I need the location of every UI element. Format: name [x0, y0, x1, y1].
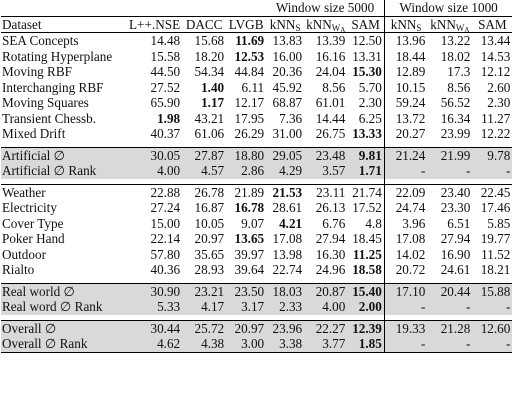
value-cell: 5.33 — [127, 299, 182, 315]
value-cell: 22.45 — [472, 184, 512, 200]
dataset-name: Rialto — [2, 262, 35, 277]
value-cell: 1.85 — [347, 336, 384, 352]
value-cell: 44.84 — [234, 64, 265, 79]
value-cell: 4.38 — [182, 336, 226, 352]
value-cell: 22.88 — [127, 184, 182, 200]
value-cell: 10.15 — [384, 80, 427, 96]
value-cell: 13.22 — [427, 33, 472, 49]
value-cell: - — [427, 299, 472, 315]
value-cell: 54.34 — [194, 64, 225, 79]
table-row — [1, 231, 512, 247]
value-cell: 2.00 — [347, 299, 384, 315]
value-cell: 27.52 — [150, 79, 181, 95]
results-body — [1, 33, 512, 353]
value-cell: 4.21 — [279, 215, 303, 231]
value-cell: 28.61 — [272, 200, 303, 215]
dataset-name: Real world ∅ — [1, 283, 127, 299]
value-cell: 13.72 — [384, 111, 427, 127]
value-cell: 1.17 — [201, 95, 225, 110]
value-cell: 16.90 — [440, 246, 471, 262]
value-cell: 4.17 — [182, 299, 226, 315]
value-cell: 29.05 — [266, 147, 304, 163]
value-cell: 13.65 — [234, 231, 265, 246]
value-cell: 27.94 — [315, 231, 346, 246]
value-cell: 4.8 — [365, 215, 382, 231]
col-header-knns-5000: kNN$_S$ — [266, 16, 304, 33]
dataset-name: Transient Chessb. — [2, 110, 97, 126]
value-cell: 13.96 — [384, 33, 427, 49]
value-cell: 30.90 — [127, 283, 182, 299]
table-row — [1, 80, 512, 96]
value-cell: 57.80 — [150, 246, 181, 262]
value-cell: 21.89 — [226, 184, 266, 200]
value-cell: 9.81 — [347, 147, 384, 163]
table-row — [1, 95, 512, 111]
window-5000-label: Window size 5000 — [275, 0, 375, 15]
value-cell: 12.53 — [234, 48, 265, 64]
value-cell: 6.76 — [322, 215, 346, 231]
value-cell: 12.50 — [347, 33, 384, 49]
value-cell: 15.88 — [472, 283, 512, 299]
value-cell: 27.24 — [150, 200, 181, 215]
value-cell: 6.51 — [447, 215, 471, 231]
value-cell: 12.12 — [480, 64, 511, 79]
dataset-name: Artificial ∅ — [1, 147, 127, 163]
value-cell: 23.40 — [427, 184, 472, 200]
value-cell: 26.29 — [234, 126, 265, 141]
value-cell: 3.17 — [226, 299, 266, 315]
column-header-row — [1, 16, 512, 33]
value-cell: 13.39 — [304, 33, 347, 49]
value-cell: 20.97 — [194, 231, 225, 246]
value-cell: 17.3 — [447, 64, 471, 79]
value-cell: 23.11 — [304, 184, 347, 200]
value-cell: 21.99 — [427, 147, 472, 163]
value-cell: 23.96 — [266, 320, 304, 336]
value-cell: 68.87 — [272, 95, 303, 110]
value-cell: 16.78 — [234, 200, 265, 215]
value-cell: 23.99 — [440, 126, 471, 141]
value-cell: 10.05 — [194, 215, 225, 231]
summary-row — [1, 299, 512, 315]
value-cell: 11.69 — [226, 33, 266, 49]
value-cell: 40.36 — [150, 262, 181, 277]
value-cell: 14.53 — [480, 48, 511, 64]
table-row — [1, 262, 512, 278]
value-cell: 13.44 — [472, 33, 512, 49]
value-cell: 17.52 — [352, 200, 382, 215]
value-cell: 19.77 — [480, 231, 511, 246]
dataset-name: Mixed Drift — [2, 126, 66, 141]
table-row — [1, 126, 512, 142]
value-cell: 24.61 — [440, 262, 471, 277]
value-cell: 44.50 — [150, 64, 181, 79]
value-cell: - — [427, 336, 472, 352]
summary-row — [1, 283, 512, 299]
dataset-name: SEA Concepts — [1, 33, 127, 49]
dataset-name: Artificial ∅ Rank — [1, 163, 127, 179]
value-cell: 5.70 — [358, 79, 382, 95]
value-cell: 3.57 — [304, 163, 347, 179]
value-cell: 14.44 — [315, 110, 346, 126]
value-cell: - — [472, 336, 512, 352]
value-cell: 18.21 — [480, 262, 511, 277]
value-cell: 15.30 — [352, 64, 382, 79]
col-header-lvgb: LVGB — [226, 16, 266, 33]
summary-row — [1, 320, 512, 336]
value-cell: 12.17 — [234, 95, 265, 110]
value-cell: - — [384, 163, 427, 179]
value-cell: 1.40 — [201, 79, 225, 95]
summary-row — [1, 336, 512, 352]
window-size-header-row — [1, 0, 512, 16]
value-cell: 4.00 — [127, 163, 182, 179]
value-cell: 40.37 — [150, 126, 181, 141]
value-cell: 9.07 — [241, 215, 265, 231]
value-cell: 3.00 — [226, 336, 266, 352]
value-cell: 1.71 — [347, 163, 384, 179]
value-cell: 2.86 — [226, 163, 266, 179]
value-cell: - — [472, 299, 512, 315]
dataset-name: Poker Hand — [2, 231, 65, 246]
value-cell: 17.10 — [384, 283, 427, 299]
value-cell: 43.21 — [194, 110, 225, 126]
value-cell: 15.68 — [182, 33, 226, 49]
dataset-name: Outdoor — [2, 246, 46, 262]
value-cell: 13.31 — [352, 48, 382, 64]
value-cell: 24.74 — [384, 200, 427, 216]
value-cell: 16.34 — [440, 110, 471, 126]
value-cell: 16.87 — [194, 200, 225, 215]
dataset-name: Cover Type — [2, 215, 64, 231]
summary-row — [1, 147, 512, 163]
value-cell: 13.98 — [272, 246, 303, 262]
value-cell: 24.96 — [315, 262, 346, 277]
value-cell: 20.97 — [226, 320, 266, 336]
value-cell: 17.08 — [384, 231, 427, 247]
value-cell: 3.96 — [384, 216, 427, 232]
table-row — [1, 247, 512, 263]
value-cell: 23.48 — [304, 147, 347, 163]
value-cell: 23.30 — [440, 200, 471, 215]
dataset-header: Dataset — [1, 16, 127, 33]
value-cell: 28.93 — [194, 262, 225, 277]
value-cell: 4.57 — [182, 163, 226, 179]
value-cell: 18.20 — [194, 48, 225, 64]
col-header-lnse: L++.NSE — [129, 16, 181, 32]
value-cell: 12.22 — [480, 126, 511, 141]
value-cell: 13.33 — [352, 126, 382, 141]
col-header-knnwa-1000: kNN$_{W_A}$ — [427, 16, 472, 33]
results-table — [1, 0, 512, 353]
value-cell: 22.74 — [272, 262, 303, 277]
value-cell: 19.33 — [384, 320, 427, 336]
value-cell: 26.13 — [315, 200, 346, 215]
summary-row — [1, 163, 512, 179]
value-cell: 18.44 — [384, 49, 427, 65]
value-cell: 17.46 — [480, 200, 511, 215]
value-cell: 18.03 — [266, 283, 304, 299]
value-cell: 14.48 — [127, 33, 182, 49]
value-cell: 20.72 — [384, 262, 427, 278]
value-cell: 4.00 — [304, 299, 347, 315]
value-cell: 26.78 — [182, 184, 226, 200]
dataset-name: Overall ∅ — [1, 320, 127, 336]
value-cell: 21.28 — [427, 320, 472, 336]
value-cell: 30.44 — [127, 320, 182, 336]
value-cell: 5.85 — [487, 215, 511, 231]
value-cell: 2.33 — [266, 299, 304, 315]
col-header-dacc: DACC — [182, 16, 226, 33]
value-cell: 11.25 — [352, 246, 382, 262]
value-cell: 61.06 — [194, 126, 225, 141]
value-cell: 8.56 — [447, 79, 471, 95]
value-cell: 27.87 — [182, 147, 226, 163]
value-cell: 11.27 — [481, 110, 511, 126]
value-cell: 20.27 — [384, 126, 427, 142]
dataset-name: Weather — [1, 184, 127, 200]
value-cell: 17.08 — [272, 231, 303, 246]
value-cell: 20.87 — [304, 283, 347, 299]
value-cell: 59.24 — [384, 95, 427, 111]
value-cell: 14.02 — [384, 247, 427, 263]
value-cell: 24.04 — [315, 64, 346, 79]
value-cell: 27.94 — [440, 231, 471, 246]
value-cell: 4.62 — [127, 336, 182, 352]
value-cell: 21.24 — [384, 147, 427, 163]
value-cell: 35.65 — [194, 246, 225, 262]
col-header-sam-1000: SAM — [472, 16, 512, 33]
col-header-sam-5000: SAM — [347, 16, 384, 33]
dataset-name: Moving Squares — [2, 95, 89, 110]
value-cell: - — [384, 299, 427, 315]
value-cell: 1.98 — [157, 110, 181, 126]
value-cell: 56.52 — [440, 95, 471, 110]
col-header-knnwa-5000: kNN$_{W_A}$ — [306, 16, 346, 34]
value-cell: 22.09 — [384, 184, 427, 200]
value-cell: - — [472, 163, 512, 179]
table-row — [1, 184, 512, 200]
value-cell: 11.52 — [481, 246, 511, 262]
value-cell: 3.38 — [266, 336, 304, 352]
value-cell: 21.74 — [347, 184, 384, 200]
dataset-name: Real word ∅ Rank — [1, 299, 127, 315]
table-row — [1, 64, 512, 80]
value-cell: 15.00 — [150, 215, 181, 231]
value-cell: 18.80 — [226, 147, 266, 163]
value-cell: 65.90 — [150, 95, 181, 110]
value-cell: 12.39 — [347, 320, 384, 336]
dataset-name: Electricity — [2, 200, 57, 215]
value-cell: 17.95 — [234, 110, 265, 126]
value-cell: 15.58 — [150, 48, 181, 64]
value-cell: 12.60 — [472, 320, 512, 336]
table-row — [1, 49, 512, 65]
value-cell: 12.89 — [384, 64, 427, 80]
value-cell: 22.14 — [150, 231, 181, 246]
value-cell: 4.29 — [266, 163, 304, 179]
table-row — [1, 111, 512, 127]
value-cell: 30.05 — [127, 147, 182, 163]
value-cell: 2.30 — [487, 95, 511, 110]
table-row — [1, 200, 512, 216]
dataset-name: Interchanging RBF — [2, 79, 104, 95]
value-cell: 39.97 — [234, 246, 265, 262]
value-cell: 16.00 — [272, 48, 303, 64]
window-1000-label: Window size 1000 — [384, 0, 512, 16]
dataset-name: Overall ∅ Rank — [1, 336, 127, 352]
value-cell: 15.40 — [347, 283, 384, 299]
table-row — [1, 216, 512, 232]
value-cell: 21.53 — [266, 184, 304, 200]
value-cell: 31.00 — [272, 126, 303, 141]
value-cell: 61.01 — [315, 95, 346, 110]
value-cell: 6.25 — [358, 110, 382, 126]
dataset-name: Moving RBF — [2, 64, 72, 79]
value-cell: - — [427, 163, 472, 179]
value-cell: 23.50 — [226, 283, 266, 299]
value-cell: 20.44 — [427, 283, 472, 299]
value-cell: - — [384, 336, 427, 352]
value-cell: 16.16 — [315, 48, 346, 64]
value-cell: 18.58 — [352, 262, 382, 277]
value-cell: 22.27 — [304, 320, 347, 336]
value-cell: 23.21 — [182, 283, 226, 299]
value-cell: 39.64 — [234, 262, 265, 277]
value-cell: 18.02 — [440, 48, 471, 64]
value-cell: 45.92 — [272, 79, 303, 95]
col-header-knns-1000: kNN$_S$ — [384, 16, 427, 33]
value-cell: 18.45 — [352, 231, 382, 246]
value-cell: 2.60 — [487, 79, 511, 95]
value-cell: 2.30 — [358, 95, 382, 110]
value-cell: 13.83 — [266, 33, 304, 49]
value-cell: 6.11 — [241, 79, 265, 95]
value-cell: 9.78 — [472, 147, 512, 163]
value-cell: 7.36 — [279, 110, 303, 126]
value-cell: 8.56 — [322, 79, 346, 95]
table-row — [1, 33, 512, 49]
value-cell: 3.77 — [304, 336, 347, 352]
value-cell: 25.72 — [182, 320, 226, 336]
value-cell: 16.30 — [315, 246, 346, 262]
value-cell: 26.75 — [315, 126, 346, 141]
dataset-name: Rotating Hyperplane — [2, 48, 113, 64]
value-cell: 20.36 — [272, 64, 303, 79]
